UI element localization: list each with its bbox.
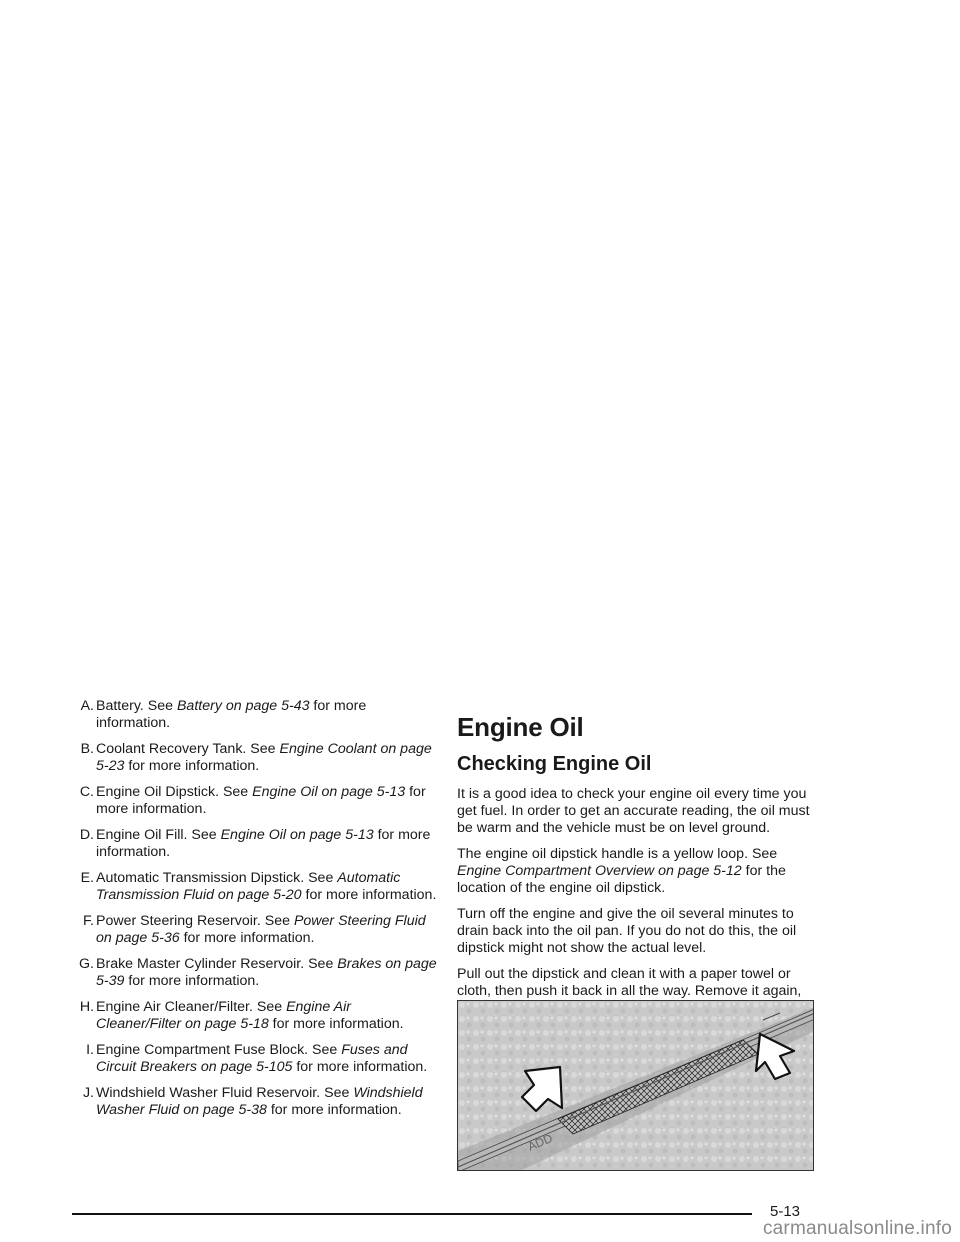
dipstick-illustration bbox=[457, 1000, 814, 1171]
cross-reference-link[interactable]: Battery on page 5-43 bbox=[176, 698, 310, 714]
list-text: Engine Compartment Fuse Block. See bbox=[96, 1042, 342, 1058]
list-item bbox=[72, 913, 437, 947]
section-heading: Engine Oil bbox=[457, 712, 584, 742]
list-letter: D. bbox=[79, 827, 94, 843]
dipstick-photo bbox=[458, 1001, 814, 1171]
engine-oil-section bbox=[457, 712, 817, 1026]
list-text: Engine Oil Fill. See bbox=[96, 827, 221, 843]
paragraph-text: for the location of the engine oil dipstick. bbox=[457, 863, 786, 896]
paragraph: Turn off the engine and give the oil several minutes to drain back into the oil pan. If you do not do this, the oil dipstick might not show the actual level. bbox=[457, 906, 797, 956]
paragraph bbox=[457, 846, 817, 897]
cross-reference-link[interactable]: Engine Oil on page 5-13 bbox=[252, 784, 406, 800]
list-item bbox=[72, 999, 437, 1033]
list-letter: C. bbox=[79, 784, 94, 800]
list-text: Engine Oil Dipstick. See bbox=[96, 784, 253, 800]
list-text: Battery. See bbox=[96, 698, 177, 714]
list-text: for more information. bbox=[124, 758, 260, 774]
list-letter: H. bbox=[79, 999, 94, 1015]
cross-reference-link[interactable]: Engine Compartment Overview on page 5-12 bbox=[457, 863, 742, 879]
list-text: Power Steering Reservoir. See bbox=[96, 913, 294, 929]
list-text: Automatic Transmission Dipstick. See bbox=[96, 870, 338, 886]
cross-reference-link[interactable]: Brakes on page 5-39 bbox=[96, 956, 437, 989]
subsection-heading: Checking Engine Oil bbox=[457, 753, 652, 775]
list-item bbox=[72, 956, 437, 990]
list-item bbox=[72, 741, 437, 775]
list-text: for more information. bbox=[292, 1059, 428, 1075]
list-item bbox=[72, 870, 437, 904]
list-text: Brake Master Cylinder Reservoir. See bbox=[96, 956, 338, 972]
cross-reference-link[interactable]: Engine Coolant on page 5-23 bbox=[96, 741, 432, 774]
cross-reference-link[interactable]: Engine Air Cleaner/Filter on page 5-18 bbox=[96, 999, 351, 1032]
list-item bbox=[72, 1042, 437, 1076]
list-text: for more information. bbox=[96, 698, 367, 731]
paragraph-text: The engine oil dipstick handle is a yellow loop. See bbox=[457, 846, 778, 862]
footer-divider bbox=[72, 1213, 752, 1215]
list-item bbox=[72, 1085, 437, 1119]
list-text: Windshield Washer Fluid Reservoir. See bbox=[96, 1085, 354, 1101]
paragraph: It is a good idea to check your engine oil every time you get fuel. In order to get an accurate reading, the oil must be warm and the vehicle must be on level ground. bbox=[457, 786, 810, 836]
list-item bbox=[72, 784, 437, 818]
list-text: Engine Air Cleaner/Filter. See bbox=[96, 999, 287, 1015]
list-letter: G. bbox=[79, 956, 94, 972]
list-letter: J. bbox=[82, 1085, 94, 1101]
cross-reference-link[interactable]: Automatic Transmission Fluid on page 5-20 bbox=[96, 870, 401, 903]
cross-reference-link[interactable]: Engine Oil on page 5-13 bbox=[220, 827, 374, 843]
list-letter: B. bbox=[80, 741, 94, 757]
list-letter: I. bbox=[86, 1042, 94, 1058]
list-text: for more information. bbox=[301, 887, 437, 903]
list-letter: A. bbox=[80, 698, 94, 714]
page-number: 5-13 bbox=[770, 1203, 801, 1220]
cross-reference-link[interactable]: Power Steering Fluid on page 5-36 bbox=[96, 913, 426, 946]
cross-reference-link[interactable]: Windshield Washer Fluid on page 5-38 bbox=[96, 1085, 423, 1118]
add-mark-label: ADD bbox=[525, 1130, 555, 1154]
paragraph: Pull out the dipstick and clean it with a paper towel or cloth, then push it back in all the way. Remove it again, bbox=[457, 966, 802, 999]
list-letter: E. bbox=[80, 870, 94, 886]
list-item bbox=[72, 698, 437, 732]
list-letter: F. bbox=[82, 913, 94, 929]
list-text: for more information. bbox=[266, 1102, 402, 1118]
watermark: carmanualsonline.info bbox=[762, 1218, 952, 1239]
list-text: Coolant Recovery Tank. See bbox=[96, 741, 280, 757]
list-text: for more information. bbox=[124, 973, 260, 989]
list-text: for more information. bbox=[268, 1016, 404, 1032]
list-text: for more information. bbox=[179, 930, 315, 946]
list-text: for more information. bbox=[96, 784, 426, 817]
component-list bbox=[72, 698, 437, 1128]
cross-reference-link[interactable]: Fuses and Circuit Breakers on page 5-105 bbox=[96, 1042, 408, 1075]
list-item bbox=[72, 827, 437, 861]
list-text: for more information. bbox=[96, 827, 431, 860]
